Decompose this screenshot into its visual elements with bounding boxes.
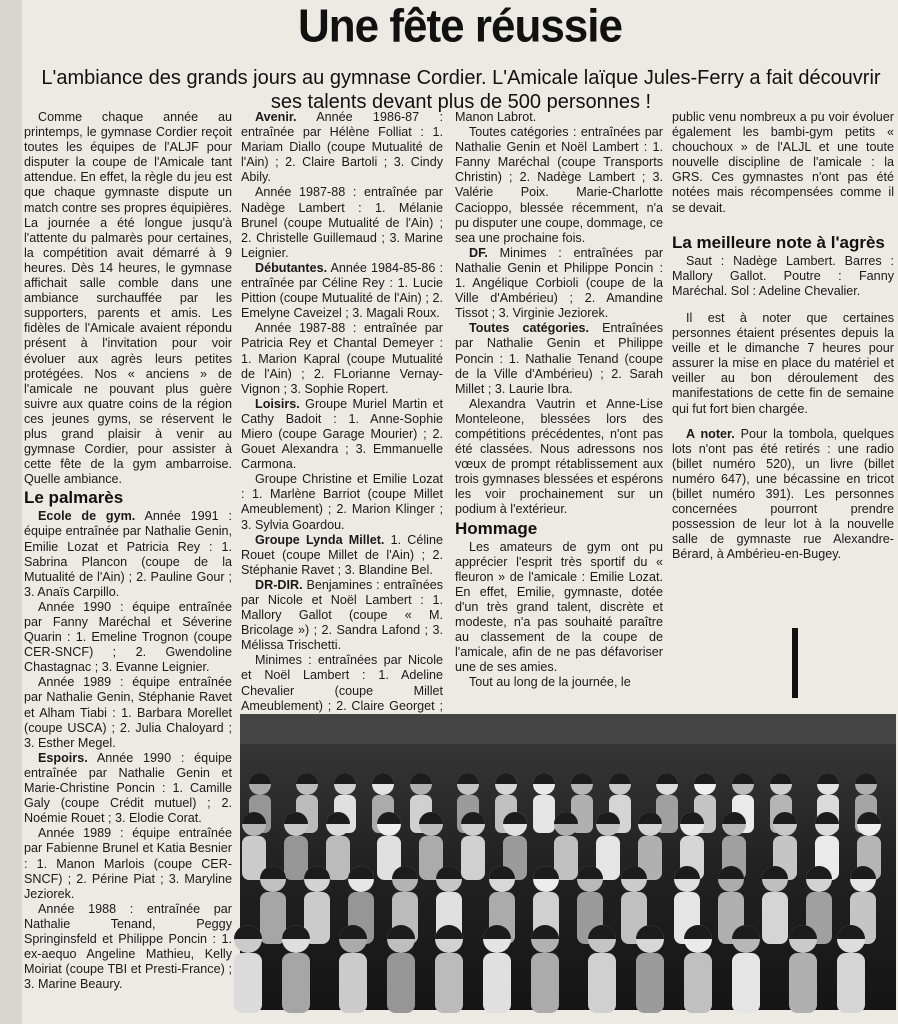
toutes-categories-poncin	[455, 321, 663, 396]
ecole-1991	[24, 509, 232, 600]
drdir-minimes: Minimes : entraînées par Nicole et Noël Lambert : 1. Adeline Chevalier (coupe Millet Ameublement) ; 2. Claire Georget ;	[241, 653, 443, 713]
a-noter-benevoles: Il est à noter que certaines personnes étaient présentes depuis la veille et le dimanche 7 heures pour assurer la mise en place du matériel et veiller au bon déroulement des manifestations de cette fin de semaine qui fut fort bien chargée.	[672, 310, 894, 416]
avenir-8687	[241, 110, 443, 185]
avenir-label: Avenir.	[255, 110, 297, 124]
article-headline: Une fête réussie	[298, 0, 622, 53]
gymnast-body	[339, 953, 367, 1013]
a-noter-label: A noter.	[686, 426, 735, 441]
loisirs-2: Groupe Christine et Emilie Lozat : 1. Marlène Barriot (coupe Millet Ameublement) ; 2. Marion Klinger ; 3. Sylvia Goardou.	[241, 472, 443, 532]
espoirs-1990	[24, 751, 232, 826]
debutantes-848586	[241, 261, 443, 321]
gymnast-body	[284, 836, 308, 880]
gymnast-body	[260, 892, 286, 944]
loisirs-1	[241, 397, 443, 472]
ecole-1989: Année 1989 : équipe entraînée par Nathalie Genin, Stéphanie Ravet et Alham Tiabi : 1. Barbara Morellet (coupe USCA) ; 2. Julia Chaloyard ; 3. Esther Megel.	[24, 675, 232, 750]
ecole-1991-text: Année 1991 : équipe entraînée par Nathalie Genin, Emilie Lozat et Patricia Rey : 1. Sabrina Plancon (coupe de la Mutualité de l'Ain) ; 2. Pauline Gour ; 3. Anaïs Carpillo.	[24, 509, 232, 599]
df-minimes	[455, 246, 663, 321]
group-photo	[240, 714, 896, 1010]
tout-au-long: Tout au long de la journée, le	[469, 675, 631, 690]
espoirs-1989: Année 1989 : équipe entraînée par Fabienne Brunel et Katia Besnier : 1. Manon Marlois (coupe CER-SNCF) ; 2. Périne Piat ; 3. Maryline Jeziorek.	[24, 826, 232, 901]
drdir-benjamines-text: Benjamines : entraînées par Nicole et Noël Lambert : 1. Mallory Gallot (coupe « M. Bricolage ») ; 2. Sandra Lafond ; 3. Mélissa Trischetti.	[241, 577, 443, 653]
drdir-benjamines	[241, 578, 443, 653]
gymnast-body	[387, 953, 415, 1013]
column-4	[672, 110, 894, 630]
lynda-label: Groupe Lynda Millet.	[255, 532, 385, 547]
section-title-meilleure-note: La meilleure note à l'agrès	[672, 232, 885, 252]
gymnast-body	[326, 836, 350, 880]
avenir-8788: Année 1987-88 : entraînée par Nadège Lambert : 1. Mélanie Brunel (coupe Mutualité de l'Ain) ; 2. Christelle Guillemaud ; 3. Marine Leignier.	[241, 185, 443, 260]
section-title-hommage: Hommage	[455, 518, 538, 538]
tc-label: Toutes catégories.	[469, 321, 589, 336]
tc-text: Entraînées par Nathalie Genin et Philippe Poncin : 1. Nathalie Tenand (coupe de la Ville d'Ambérieu) ; 2. Sarah Millet ; 3. Laurie Ibra.	[455, 321, 664, 396]
gymnast-body	[483, 953, 511, 1013]
loisirs-1-text: Groupe Muriel Martin et Cathy Badoit : 1. Anne-Sophie Miero (coupe Garage Mourier) ; 2. Gouet Alexandra ; 3. Emmanuelle Carmona.	[241, 396, 443, 472]
loisirs-label: Loisirs.	[255, 396, 300, 411]
lynda	[241, 533, 443, 578]
gymnast-body	[234, 953, 262, 1013]
column-2	[241, 110, 443, 713]
ecole-1990: Année 1990 : équipe entraînée par Fanny Maréchal et Séverine Quarin : 1. Emeline Trognon (coupe CER-SNCF) ; 2. Gwendoline Chastagnac ; 3. Evanne Leignier.	[24, 599, 232, 675]
espoirs-1988: Année 1988 : entraînée par Nathalie Tenand, Peggy Springinsfeld et Philippe Poncin : 1. ex-aequo Angeline Mathieu, Kelly Moiriat (coupe TBI et Presti-France) ; 3. Marine Beaury.	[24, 901, 232, 992]
espoirs-1990-text: Année 1990 : équipe entraînée par Nathalie Genin et Marie-Christine Poncin : 1. Camille Galy (coupe Crédit mutuel) ; 2. Noémie Rouet ; 3. Elodie Corat.	[24, 750, 233, 826]
col3-continuation: Manon Labrot.	[455, 110, 537, 124]
toutes-categories-lambert: Toutes catégories : entraînées par Nathalie Genin et Noël Lambert : 1. Fanny Maréchal (coupe Transports Christin) ; 2. Nadège Lambert ; 3. Valérie Poix. Marie-Charlotte Cacioppo, blessée récemment, n'a pu disputer une coupe, dommage, ce sea une prochaine fois.	[455, 125, 663, 245]
gymnast-body	[282, 953, 310, 1013]
drdir-label: DR-DIR.	[255, 577, 303, 592]
column-3	[455, 110, 663, 710]
debutantes-848586-text: Année 1984-85-86 : entraînée par Céline Rey : 1. Lucie Pittion (coupe Mutualité de l'Ain) ; 2. Emelyne Caveizel ; 3. Magali Roux.	[241, 260, 443, 321]
article-deck: L'ambiance des grands jours au gymnase Cordier. L'Amicale laïque Jules-Ferry a fait découvrir ses talents devant plus de 500 personnes !	[41, 67, 881, 113]
meilleure-note-paragraph: Saut : Nadège Lambert. Barres : Mallory Gallot. Poutre : Fanny Maréchal. Sol : Adeline Chevalier.	[672, 253, 894, 298]
gymnast-body	[684, 953, 712, 1013]
tombola-paragraph	[672, 427, 894, 563]
gymnast-body	[588, 953, 616, 1013]
gymnast-body	[837, 953, 865, 1013]
column-end-rule	[792, 628, 798, 698]
newspaper-clipping	[22, 0, 898, 1024]
column-1	[24, 110, 232, 1022]
gymnast-body	[789, 953, 817, 1013]
ecole-label: Ecole de gym.	[38, 509, 136, 524]
espoirs-label: Espoirs.	[38, 750, 88, 765]
lynda-text: 1. Céline Rouet (coupe Millet de l'Ain) ; 2. Stéphanie Ravet ; 3. Blandine Bel.	[241, 532, 443, 577]
avenir-8687-text: Année 1986-87 : entraînée par Hélène Folliat : 1. Mariam Diallo (coupe Mutualité de l'Ain) ; 2. Claire Bartoli ; 3. Cindy Abily.	[241, 110, 443, 185]
gymnast-body	[461, 836, 485, 880]
tombola-text: Pour la tombola, quelques lots n'ont pas été retirés : une radio (billet numéro 520), un livre (billet numéro 647), une bécassine en tricot (billet numéro 391). Les personnes concernées pourront prendre possession de leur lot à la nouvelle salle de gymnaste rue Alexandre-Bérard, à Ambérieu-en-Bugey.	[672, 426, 894, 562]
gymnast-body	[533, 795, 555, 833]
gymnasts-photo-illustration	[240, 714, 896, 1010]
hommage-paragraph: Les amateurs de gym ont pu apprécier l'esprit très sportif du « fleuron » de l'amicale : Emilie Lozat. En effet, Emilie, gymnaste, dotée d'un très grand talent, discrète et modeste, n'a pas souhaité paraître au classement de la coupe de l'amicale, afin de ne pas défavoriser une de ses amies.	[455, 539, 663, 675]
intro-paragraph: Comme chaque année au printemps, le gymnase Cordier reçoit toutes les équipes de l'ALJF pour disputer la coupe de l'Amicale tant attendue. En effet, la règle du jeu est que chaque gymnaste dispute un match contre ses propres équipières. La journée a été longue jusqu'à l'attente du palmarès pour certaines, la compétition avait démarré à 9 heures. Dès 14 heures, le gymnase affichait salle comble dans une ambiance surchauffée par les supporters, parents et amis. Les fidèles de l'Amicale avaient répondu présent à l'invitation pour voir évoluer aux agrès leurs petites protégées. Nos « anciens » de l'amicale ne pouvant plus guère suivre aux quatre coins de la région ces jeunes gyms, se réservent le plus grand plaisir à venir au gymnase Cordier, pour assister à cette fête de la gym ambarroise. Quelle ambiance.	[24, 110, 232, 487]
df-minimes-text: Minimes : entraînées par Nathalie Genin et Philippe Poncin : 1. Angélique Corbioli (coupe de la Ville d'Ambérieu) ; 2. Amandine Tissot ; 3. Virginie Jeziorek.	[455, 245, 664, 321]
gymnast-body	[732, 953, 760, 1013]
blessees-paragraph: Alexandra Vautrin et Anne-Lise Monteleone, blessées lors des compétitions précédentes, n'ont pas été classées. Nous adressons nos vœux de prompt rétablissement aux trois gymnases blessées et espérons les voir prochainement sur un podium à l'extérieur.	[455, 396, 663, 517]
debutantes-label: Débutantes.	[255, 260, 328, 275]
section-title-palmares: Le palmarès	[24, 488, 124, 508]
col4-continuation: public venu nombreux a pu voir évoluer également les bambi-gym petits « chouchoux » de l'ALJL et une toute nouvelle discipline de l'amicale : la GRS. Ces gymnastes n'ont pas été notées mais récompensées comme il se devait.	[672, 110, 894, 215]
df-label: DF.	[469, 245, 488, 260]
gymnast-body	[435, 953, 463, 1013]
debutantes-8788: Année 1987-88 : entraînée par Patricia Rey et Chantal Demeyer : 1. Marion Kapral (coupe Mutualité de l'Ain) ; 2. FLorianne Vernay-Vignon ; 3. Sophie Ropert.	[241, 321, 443, 396]
gymnast-body	[762, 892, 788, 944]
gymnast-body	[636, 953, 664, 1013]
gymnast-body	[531, 953, 559, 1013]
